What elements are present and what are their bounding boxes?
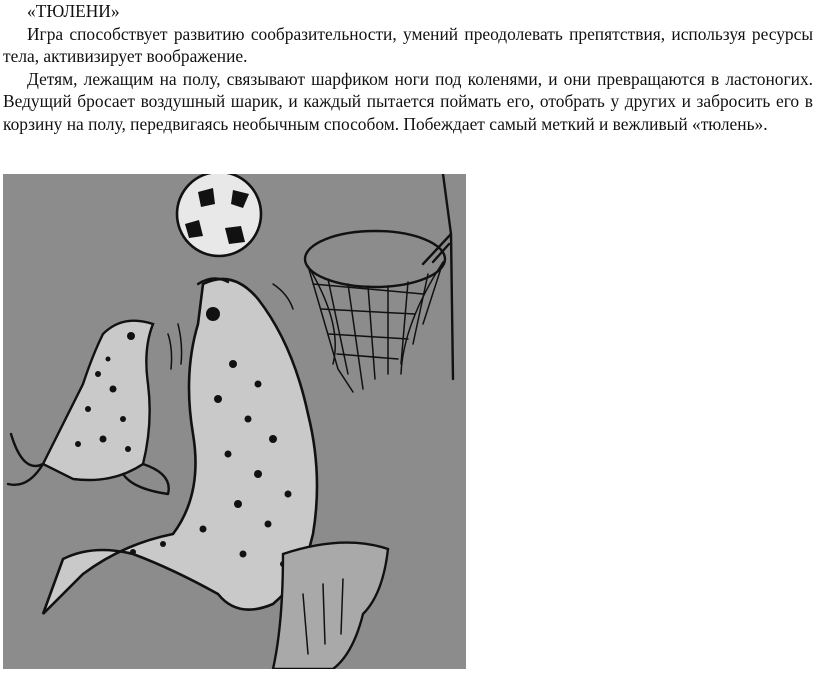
ball-icon — [177, 174, 261, 256]
seals-drawing-icon — [3, 174, 466, 669]
paragraph-purpose: Игра способствует развитию сообразительности, умений преодолевать препятствия, используя ресурсы тела, активизирует воображение. — [3, 23, 813, 67]
game-title: «ТЮЛЕНИ» — [27, 1, 120, 21]
document-text — [3, 0, 813, 136]
seals-illustration — [3, 174, 466, 669]
paragraph-rules: Детям, лежащим на полу, связывают шарфиком ноги под коленями, и они превращаются в ластоногих. Ведущий бросает воздушный шарик, и каждый пытается поймать его, отобрать у других и забросить его в корзину на полу, передвигаясь необычным способом. Побеждает самый меткий и вежливый «тюлень». — [3, 68, 813, 134]
